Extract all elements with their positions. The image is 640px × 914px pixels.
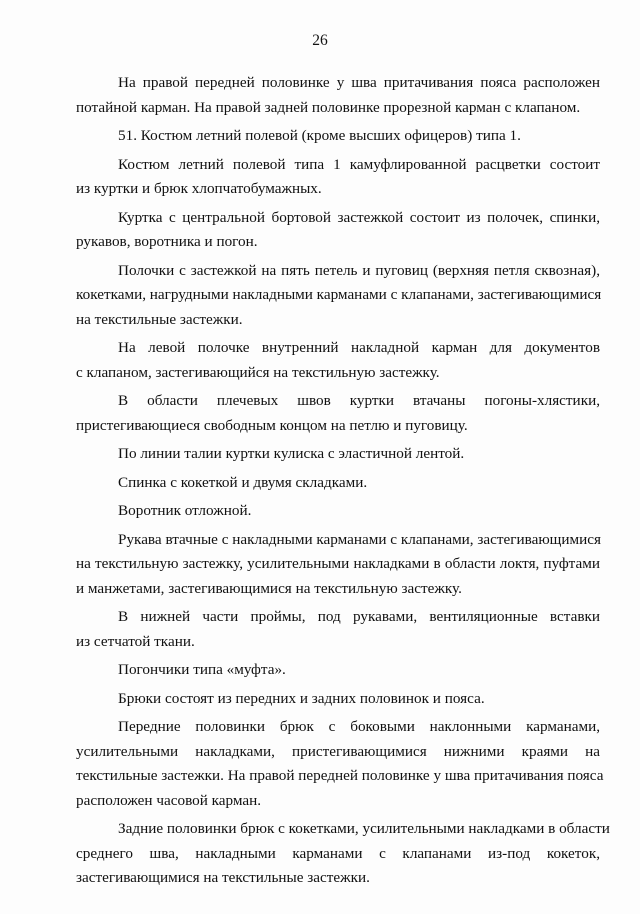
text-line: На левой полочке внутренний накладной карман для документов	[118, 339, 600, 356]
paragraph-suit-description	[76, 153, 600, 202]
text-line: Полочки с застежкой на пять петель и пуговиц (верхняя петля сквозная),	[118, 261, 600, 279]
text-line: рукавов, воротника и погон.	[76, 233, 258, 250]
paragraph-trousers	[76, 687, 600, 712]
paragraph-inner-pocket	[76, 336, 600, 385]
text-line: пристегивающиеся свободным концом на петлю и пуговицу.	[76, 416, 468, 434]
text-line: На правой передней половинке у шва притачивания пояса расположен	[118, 74, 600, 91]
text-line: Брюки состоят из передних и задних половинок и пояса.	[118, 689, 485, 707]
text-line: усилительными накладками, пристегивающимися нижними краями на	[76, 742, 600, 760]
paragraph-back-halves	[76, 817, 610, 891]
paragraph-shoulder-straps	[76, 389, 600, 438]
text-line: с клапаном, застегивающийся на текстильную застежку.	[76, 363, 440, 381]
text-line: из сетчатой ткани.	[76, 632, 195, 650]
text-line: Спинка с кокеткой и двумя складками.	[118, 473, 368, 491]
text-line: на текстильные застежки.	[76, 310, 243, 328]
page-number: 26	[312, 32, 328, 49]
text-line: и манжетами, застегивающимися на текстильную застежку.	[76, 579, 462, 597]
section-heading: 51. Костюм летний полевой (кроме высших офицеров) типа 1.	[118, 127, 521, 144]
text-line: Задние половинки брюк с кокетками, усилительными накладками в области	[118, 820, 610, 837]
text-line: на текстильную застежку, усилительными накладками в области локтя, пуфтами	[76, 555, 600, 572]
document-body	[76, 71, 610, 891]
paragraph-front-panels	[76, 259, 600, 333]
text-line: текстильные застежки. На правой передней половинке у шва притачивания пояса	[76, 767, 604, 784]
paragraph-ventilation	[76, 605, 600, 654]
text-line: Погончики типа «муфта».	[118, 661, 286, 678]
text-line: Куртка с центральной бортовой застежкой состоит из полочек, спинки,	[118, 208, 600, 226]
text-line: В области плечевых швов куртки втачаны погоны-хлястики,	[118, 392, 600, 409]
paragraph-jacket	[76, 206, 600, 255]
paragraph-epaulettes	[76, 658, 600, 683]
text-line: застегивающимися на текстильные застежки.	[76, 869, 370, 886]
text-line: Костюм летний полевой типа 1 камуфлированной расцветки состоит	[118, 155, 600, 173]
text-line: среднего шва, накладными карманами с клапанами из-под кокеток,	[76, 844, 600, 862]
text-line: Передние половинки брюк с боковыми наклонными карманами,	[118, 718, 600, 735]
paragraph-back	[76, 471, 600, 496]
paragraph-hidden-pocket	[76, 71, 600, 120]
paragraph-front-halves	[76, 715, 604, 813]
paragraph-section-title	[76, 124, 600, 149]
text-line: расположен часовой карман.	[76, 791, 262, 809]
text-line: Рукава втачные с накладными карманами с клапанами, застегивающимися	[118, 530, 601, 548]
text-line: Воротник отложной.	[118, 502, 252, 519]
text-line: из куртки и брюк хлопчатобумажных.	[76, 180, 322, 197]
text-line: В нижней части проймы, под рукавами, вентиляционные вставки	[118, 608, 600, 625]
text-line: По линии талии куртки кулиска с эластичной лентой.	[118, 445, 465, 462]
paragraph-waist	[76, 442, 600, 467]
paragraph-collar	[76, 499, 600, 524]
paragraph-sleeves	[76, 528, 600, 602]
text-line: потайной карман. На правой задней половинке прорезной карман с клапаном.	[76, 98, 581, 116]
text-line: кокетками, нагрудными накладными карманами с клапанами, застегивающимися	[76, 286, 602, 303]
